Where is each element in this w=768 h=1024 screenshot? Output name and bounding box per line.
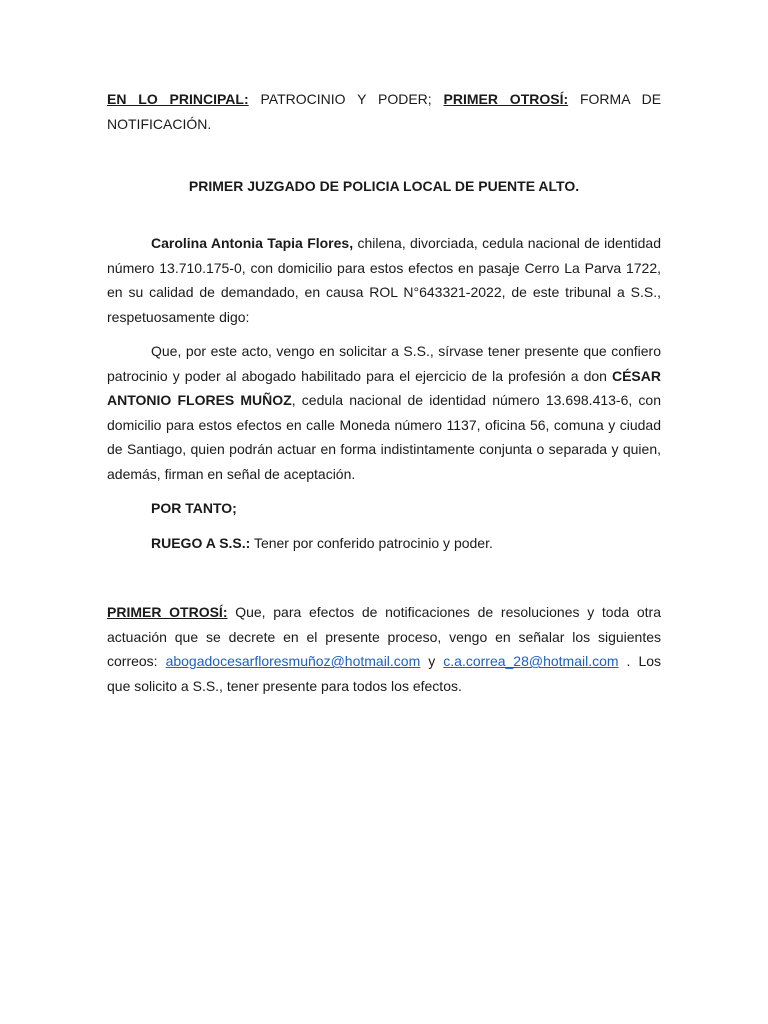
party-name: Carolina Antonia Tapia Flores, — [151, 235, 354, 251]
por-tanto: POR TANTO; — [151, 500, 237, 516]
mandate-text-before: Que, por este acto, vengo en solicitar a S.S., sírvase tener presente que confiero patrocinio y poder al abogado habilitado para el ejercicio de la profesión a don — [107, 343, 661, 384]
otrosi-section-text: Que, para efectos de notificaciones de resoluciones y toda otra actuación que se decrete en el presente proceso, vengo en señalar los siguientes correos: — [107, 604, 661, 670]
email-link-2[interactable]: c.a.correa_28@hotmail.com — [443, 653, 619, 670]
otrosi-section-label: PRIMER OTROSÍ: — [107, 604, 228, 620]
intro-text: chilena, divorciada, cedula nacional de identidad número 13.710.175-0, con domicilio para estos efectos en pasaje Cerro La Parva 1722, en su calidad de demandado, en causa ROL N°643321-2022, de este tribunal a S.S., respetuosamente digo: — [107, 235, 661, 325]
lawyer-name: CÉSAR ANTONIO FLORES MUÑOZ — [107, 367, 661, 409]
ruego-label: RUEGO A S.S.: — [151, 535, 251, 551]
court-title: PRIMER JUZGADO DE POLICIA LOCAL DE PUENTE ALTO. — [188, 178, 580, 194]
email-connector: y — [420, 653, 444, 670]
summary-heading — [107, 87, 661, 136]
otrosi-closing: . Los que solicito a S.S., tener presente para todos los efectos. — [107, 653, 662, 694]
mandate-text-after: , cedula nacional de identidad número 13.698.413-6, con domicilio para estos efectos en calle Moneda número 1137, oficina 56, comuna y ciudad de Santiago, quien podrán actuar en forma indistintamente conjunta o separada y quien, además, firman en señal de aceptación. — [107, 392, 662, 482]
otrosi-text: FORMA DE NOTIFICACIÓN. — [107, 91, 662, 132]
mandate-paragraph — [107, 339, 661, 487]
otrosi-label: PRIMER OTROSÍ: — [443, 91, 569, 107]
ruego-paragraph — [107, 531, 661, 556]
principal-text: PATROCINIO Y PODER; — [260, 91, 432, 107]
otrosi-paragraph — [107, 600, 661, 698]
principal-label: EN LO PRINCIPAL: — [107, 91, 249, 107]
email-link-1[interactable]: abogadocesarfloresmuñoz@hotmail.com — [165, 653, 421, 670]
intro-paragraph — [107, 231, 661, 329]
ruego-text: Tener por conferido patrocinio y poder. — [250, 535, 493, 551]
